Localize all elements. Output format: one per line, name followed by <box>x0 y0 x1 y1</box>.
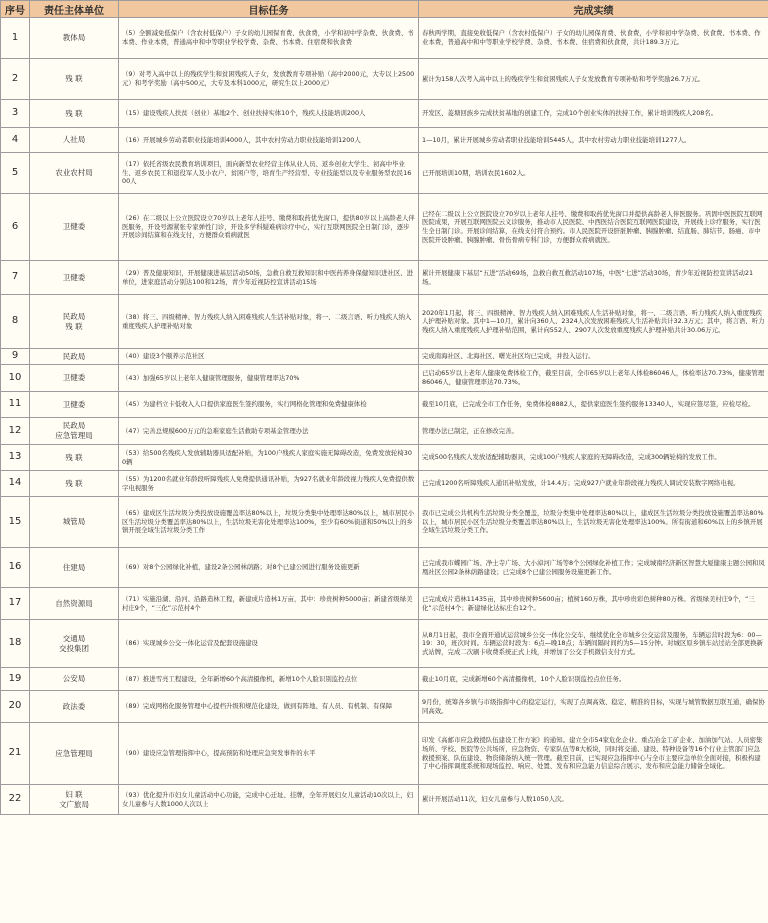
row-unit: 残 联 <box>30 59 119 100</box>
row-seq: 11 <box>1 392 30 418</box>
row-done: 截至10月底，已完成全市工作任务，免费体检8882人，提供家庭医生签约服务13340人，实现应签尽签，应检尽检。 <box>419 392 768 418</box>
row-unit: 妇 联 文广旅局 <box>30 785 119 815</box>
table-row <box>1 349 768 365</box>
row-task: （53）给500名残疾人发放辅助器具适配补贴，为100户残疾人家庭实施无障碍改造，免费发放轮椅300辆 <box>119 445 419 471</box>
row-task: （89）完成网格化服务管理中心提档升级和规范化建设，做到有阵地、有人员、有机制、有保障 <box>119 691 419 723</box>
header-task: 目标任务 <box>119 1 419 18</box>
row-done: 印发《高邮市应急救援队伍建设工作方案》的通知。建立全市54家危化企业、重点冶金工矿企业、加油加气站、人员密集场所、学校、医院等公共场所，应急物资、专家队伍等8大板块，同时将交通、建设、特种设备等16个行业主管部门应急救援预案、队伍建设、物资储备纳入统一管理。截至目前，已实现应急指挥中心与全市主要应急单位全面对接，积极构建了中心指挥调度系统和现场监控、响应、处置、发布和应急能力信息综合展示、发布和应急能力储备全域化。 <box>419 723 768 785</box>
row-task: （16）开展城乡劳动者职业技能培训4000人，其中农村劳动力职业技能培训1200人 <box>119 128 419 153</box>
table-row <box>1 445 768 471</box>
row-unit: 应急管理局 <box>30 723 119 785</box>
row-done: 已经在二级以上公立医院设立70岁以上老年人挂号、缴费和取药优先窗口并提供高龄老人伴医服务。巩固中医医院互联网医院成果，开展互联网医院云义诊服务，推动市人民医院、中西医结合医院互联网医院建设，开展线上诊疗服务，实行医生全日制门诊。开展诊间结算，在线支付符合预约。市人民医院开设肝脏肿瘤、胰腺肿瘤、结直肠、肺结节、肠癌、市中医院开设肿瘤、胰腺肿瘤、骨伤骨病专科门诊，方便群众看病就医。 <box>419 194 768 261</box>
header-seq: 序号 <box>1 1 30 18</box>
row-task: （17）依托省级农民教育培训项目，面向新型农业经营主体从业人员、返乡创业大学生、初高中毕业生、返乡农民工和退役军人及小农户、贫困户等，培育生产经营型、专业技能型以及专业服务型农民1600人 <box>119 153 419 194</box>
table-row <box>1 365 768 392</box>
row-unit: 卫健委 <box>30 194 119 261</box>
row-unit: 人社局 <box>30 128 119 153</box>
table-row <box>1 785 768 815</box>
row-unit: 民政局 <box>30 349 119 365</box>
row-done: 已完成1200名听障残疾人通讯补贴发放，计14.4万；完成927户就业年龄段视力残疾人调试安装数字网络电视。 <box>419 471 768 497</box>
row-done: 截止10月底，完成新增60个高清摄像机，10个人脸识别监控点位任务。 <box>419 668 768 691</box>
table-row <box>1 497 768 548</box>
row-done: 春秋两学期，直接免收低保户（含农村低保户）子女的幼儿园保育费、伙食费，小学和初中学杂费、伙食费、书本费、作业本费，普通高中和中等职业学校学费、杂费、书本费、住宿费和伙食费，共计189.3万元。 <box>419 18 768 59</box>
row-done: 完成500名残疾人发放适配辅助器具，完成100户残疾人家庭的无障碍改造，完成300辆轮椅的发放工作。 <box>419 445 768 471</box>
row-task: （26）在二级以上公立医院设立70岁以上老年人挂号、缴费和取药优先窗口，提供80岁以上高龄老人伴医服务，开设号源紧张专家弹性门诊，开设多学科疑难病诊疗中心，实行互联网医院全日制门诊，逐步开展诊间结算和在线支付，方便群众看病就医 <box>119 194 419 261</box>
row-done: 已开展培训10期，培训农民1602人。 <box>419 153 768 194</box>
table-row <box>1 471 768 497</box>
row-task: （90）建设应急管理指挥中心，提高预防和处理应急突发事件的水平 <box>119 723 419 785</box>
row-seq: 5 <box>1 153 30 194</box>
row-done: 累计开展健康下基层“五进”活动69场，急救自救互救活动107场，中医“七进”活动30场，青少年近视防控宣讲活动21场。 <box>419 261 768 295</box>
row-seq: 7 <box>1 261 30 295</box>
table-row <box>1 295 768 349</box>
row-unit: 农业农村局 <box>30 153 119 194</box>
row-unit: 残 联 <box>30 100 119 128</box>
row-unit: 残 联 <box>30 471 119 497</box>
table-row <box>1 18 768 59</box>
row-done: 2020年1月起，将三、四级精神、智力残疾人纳入困难残疾人生活补贴对象，将一、二级言语、听力残疾人纳入重度残疾人护理补贴对象。其中1—10月，累计向360人、2324人次发放困难残疾人生活补贴共计32.3万元；其中，将言语、听力残疾人纳入重度残疾人护理补贴范围，累计向552人、2907人次发放重度残疾人护理补贴共计30.06万元。 <box>419 295 768 349</box>
table-row <box>1 261 768 295</box>
row-done: 已启动65岁以上老年人健康免费体检工作，截至目前，全市65岁以上老年人体检86046人，体检率达70.73%，健康管理86046人，健康管理率达70.73%。 <box>419 365 768 392</box>
row-seq: 1 <box>1 18 30 59</box>
row-task: （43）加强65岁以上老年人健康管理服务，健康管理率达70% <box>119 365 419 392</box>
row-seq: 9 <box>1 349 30 365</box>
row-unit: 卫健委 <box>30 392 119 418</box>
row-unit: 民政局 残 联 <box>30 295 119 349</box>
row-seq: 17 <box>1 588 30 620</box>
row-seq: 4 <box>1 128 30 153</box>
row-task: （15）建设残疾人扶贫（创业）基地2个、创业扶持实体10个，残疾人技能培训200人 <box>119 100 419 128</box>
row-done: 1—10月，累计开展城乡劳动者职业技能培训5445人，其中农村劳动力职业技能培训1277人。 <box>419 128 768 153</box>
row-seq: 12 <box>1 418 30 445</box>
row-seq: 19 <box>1 668 30 691</box>
row-seq: 18 <box>1 620 30 668</box>
row-task: （38）将三、四级精神、智力残疾人纳入困难残疾人生活补贴对象，将一、二级言语、听力残疾人纳入重度残疾人护理补贴对象 <box>119 295 419 349</box>
row-seq: 20 <box>1 691 30 723</box>
row-unit: 教体局 <box>30 18 119 59</box>
table-row <box>1 588 768 620</box>
row-done: 我市已完成公共机构生活垃圾分类全覆盖，垃圾分类集中处理率达80%以上，建成区生活垃圾分类投放设施覆盖率达80%以上，城市居民小区生活垃圾分类覆盖率达80%以上，生活垃圾无害化处理率达100%。所有街道和60%以上的乡镇开展全域生活垃圾分类工作。 <box>419 497 768 548</box>
row-unit: 民政局 应急管理局 <box>30 418 119 445</box>
row-unit: 公安局 <box>30 668 119 691</box>
row-seq: 22 <box>1 785 30 815</box>
table-row <box>1 194 768 261</box>
row-seq: 15 <box>1 497 30 548</box>
row-unit: 卫健委 <box>30 261 119 295</box>
row-unit: 残 联 <box>30 445 119 471</box>
table-body <box>1 18 768 815</box>
row-task: （40）建设3个颐养示范社区 <box>119 349 419 365</box>
row-task: （55）为1200名就业年龄段听障残疾人免费提供通讯补贴，为927名就业年龄段视力残疾人免费提供数字电视服务 <box>119 471 419 497</box>
row-done: 累计开展活动11次，妇女儿童参与人数1050人次。 <box>419 785 768 815</box>
table-row <box>1 723 768 785</box>
header-unit: 责任主体单位 <box>30 1 119 18</box>
row-seq: 2 <box>1 59 30 100</box>
table-row <box>1 59 768 100</box>
row-unit: 交通局 交投集团 <box>30 620 119 668</box>
row-seq: 14 <box>1 471 30 497</box>
row-done: 已完成成片造林11435亩，其中珍贵树种5600亩；植树160万株，其中珍贵彩色树种80万株。省级绿美村庄9个，“三化”示范村4个；新建绿化达标庄台12个。 <box>419 588 768 620</box>
row-task: （29）普及健康知识，开展健康进基层活动50场，急救自救互救知识和中医药养身保健知识进社区、进单位，进家庭活动分别达100和12场，青少年近视防控宣讲活动15场 <box>119 261 419 295</box>
row-task: （69）对8个公园绿化补植，建设2条公园林荫路；对8个已建公园进行服务设施更新 <box>119 548 419 588</box>
row-task: （87）推进雪亮工程建设，全年新增60个高清摄像机，新增10个人脸识别监控点位 <box>119 668 419 691</box>
table-row <box>1 100 768 128</box>
table-row <box>1 128 768 153</box>
header-done: 完成实绩 <box>419 1 768 18</box>
row-done: 9月份，统筹各乡镇与市级指挥中心的稳定运行，实现了点调高效、稳定、精准的目标，实现与城管数据互联互通，确保协同高效。 <box>419 691 768 723</box>
row-seq: 21 <box>1 723 30 785</box>
row-unit: 城管局 <box>30 497 119 548</box>
row-done: 累计为158人次考入高中以上的残疾学生和贫困残疾人子女发放教育专项补贴和考学奖励26.7万元。 <box>419 59 768 100</box>
row-done: 开发区、菱塘回族乡完成扶贫基地的创建工作，完成10个创业实体的扶持工作，累计培训残疾人208名。 <box>419 100 768 128</box>
row-task: （93）优化提升市妇女儿童活动中心功能，完成中心迁址、挂牌，全年开展妇女儿童活动10次以上，妇女儿童参与人数1000人次以上 <box>119 785 419 815</box>
row-task: （9）对考入高中以上的残疾学生和贫困残疾人子女，发放教育专项补贴（高中2000元，大专以上2500元）和考学奖励（高中500元，大专及本科1000元，研究生以上2000元） <box>119 59 419 100</box>
table-row <box>1 548 768 588</box>
row-done: 管理办法已制定，正在修改完善。 <box>419 418 768 445</box>
row-seq: 3 <box>1 100 30 128</box>
row-unit: 卫健委 <box>30 365 119 392</box>
row-task: （86）实现城乡公交一体化运营及配套设施建设 <box>119 620 419 668</box>
row-seq: 10 <box>1 365 30 392</box>
row-task: （47）完善总规模600万元的急难家庭生活救助专项基金管理办法 <box>119 418 419 445</box>
table-row <box>1 668 768 691</box>
row-done: 已完成我市蝶园广场、净土寺广场、大小淖河广场等8个公园绿化补植工作；完成城南经济新区智慧大厦健康主题公园和凤凰社区公园2条林荫路建设；已完成8个已建公园服务设施更新工作。 <box>419 548 768 588</box>
table-row <box>1 691 768 723</box>
table-header-row <box>1 1 768 18</box>
row-task: （65）建成区生活垃圾分类投放设施覆盖率达80%以上，垃圾分类集中处理率达80%以上，城市居民小区生活垃圾分类覆盖率达80%以上，生活垃圾无害化处理率达100%，至少有60%街道和50%以上的乡镇开展全域生活垃圾分类工作 <box>119 497 419 548</box>
row-unit: 住建局 <box>30 548 119 588</box>
table-row <box>1 418 768 445</box>
table-row <box>1 620 768 668</box>
row-seq: 6 <box>1 194 30 261</box>
table-row <box>1 392 768 418</box>
row-unit: 政法委 <box>30 691 119 723</box>
row-task: （45）为建档立卡低收入人口提供家庭医生签约服务，实行网格化管理和免费健康体检 <box>119 392 419 418</box>
row-done: 从8月1日起，我市全面开通试运营城乡公交一体化公交车，继续优化全市城乡公交运营及服务，车辆运营时段为6：00—19：30，班次时间。车辆运营时段为：6点—晚18点；车辆间隔时间约为5—15分钟。对城区原乡镇车站过站全部更换新式站牌，完成二次刷卡收费系统正式上线，并增加了公交手机微信支付方式。 <box>419 620 768 668</box>
row-seq: 13 <box>1 445 30 471</box>
row-seq: 16 <box>1 548 30 588</box>
row-seq: 8 <box>1 295 30 349</box>
table-row <box>1 153 768 194</box>
row-unit: 自然资源局 <box>30 588 119 620</box>
row-task: （5）全额减免低保户（含农村低保户）子女的幼儿园保育费、伙食费，小学和初中学杂费、伙食费、书本费、作业本费，普通高中和中等职业学校学费、杂费、书本费、住宿费和伙食费 <box>119 18 419 59</box>
row-done: 完成南海社区、北海社区、曙光社区均已完成，并投入运行。 <box>419 349 768 365</box>
row-task: （71）实施沿湖、沿河、沿路造林工程，新建成片造林1万亩，其中：珍贵树种5000亩；新建省级绿美村庄9个，“三化”示范村4个 <box>119 588 419 620</box>
